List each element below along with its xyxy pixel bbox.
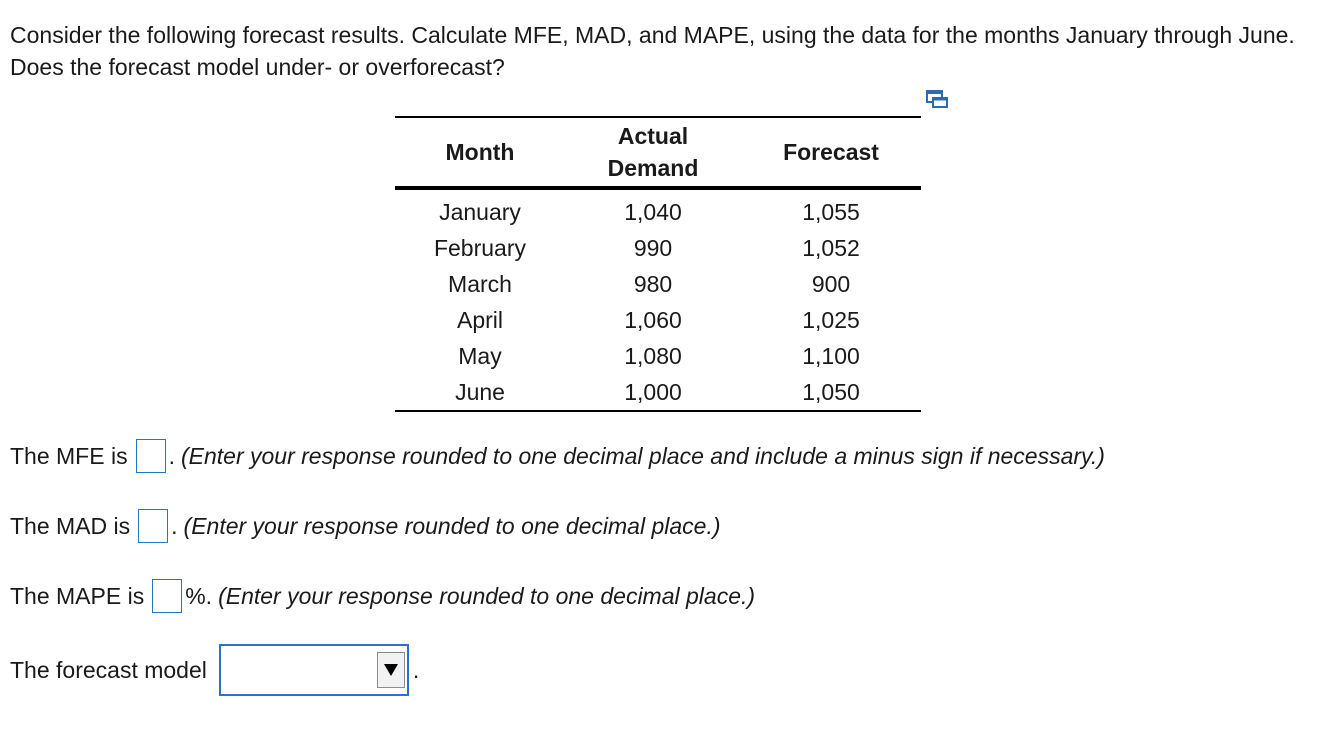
mfe-hint: (Enter your response rounded to one decimal place and include a minus sign if necessary.) (180, 442, 1105, 469)
cell-month: April (456, 307, 503, 333)
data-table-container (395, 116, 921, 412)
model-label: The forecast model (10, 656, 207, 683)
cell-month: February (433, 235, 527, 261)
forecast-model-dropdown[interactable] (219, 644, 409, 696)
mad-hint: (Enter your response rounded to one decimal place.) (183, 512, 721, 539)
mfe-after-text: . (168, 442, 175, 469)
mape-after-text: %. (185, 582, 213, 609)
cell-actual: 1,040 (624, 199, 682, 225)
mad-answer-line (10, 509, 721, 543)
table-row (395, 230, 921, 266)
cell-month: June (455, 379, 505, 405)
cell-month: March (448, 271, 512, 297)
model-answer-line (10, 644, 419, 696)
mape-label: The MAPE is (10, 582, 145, 609)
header-forecast: Forecast (783, 139, 879, 165)
cell-actual: 980 (633, 271, 673, 297)
cell-actual: 990 (633, 235, 673, 261)
table-row (395, 266, 921, 302)
mfe-label: The MFE is (10, 442, 128, 469)
mad-after-text: . (171, 512, 178, 539)
cell-forecast: 1,025 (802, 307, 860, 333)
cell-month: January (439, 199, 521, 225)
header-actual-line1: Actual (617, 123, 689, 149)
table-row (395, 188, 921, 230)
mape-hint: (Enter your response rounded to one decimal place.) (218, 582, 756, 609)
triangle-down-icon (383, 663, 399, 677)
cell-actual: 1,080 (624, 343, 682, 369)
header-month: Month (445, 139, 515, 165)
question-text: Consider the following forecast results. Calculate MFE, MAD, and MAPE, using the data for the months January through June. Does the forecast model under- or overforecast? (10, 22, 1295, 80)
mape-answer-line (10, 579, 755, 613)
model-after-text: . (412, 656, 420, 683)
cell-forecast: 1,052 (802, 235, 860, 261)
cell-actual: 1,060 (624, 307, 682, 333)
mad-input[interactable] (138, 509, 168, 543)
table-row (395, 338, 921, 374)
cell-forecast: 1,100 (802, 343, 860, 369)
cell-forecast: 1,055 (802, 199, 860, 225)
table-row (395, 302, 921, 338)
copy-to-clipboard-icon[interactable] (925, 89, 951, 109)
mfe-input[interactable] (136, 439, 166, 473)
header-actual-line2: Demand (607, 155, 699, 181)
mfe-answer-line (10, 439, 1105, 473)
table-header-row (395, 117, 921, 188)
cell-forecast: 1,050 (802, 379, 860, 405)
forecast-data-table (395, 116, 921, 412)
cell-month: May (458, 343, 502, 369)
cell-actual: 1,000 (624, 379, 682, 405)
table-row (395, 374, 921, 411)
dropdown-arrow-button[interactable] (377, 652, 405, 688)
mad-label: The MAD is (10, 512, 131, 539)
header-actual-demand (565, 117, 741, 188)
cell-forecast: 900 (811, 271, 851, 297)
mape-input[interactable] (152, 579, 182, 613)
